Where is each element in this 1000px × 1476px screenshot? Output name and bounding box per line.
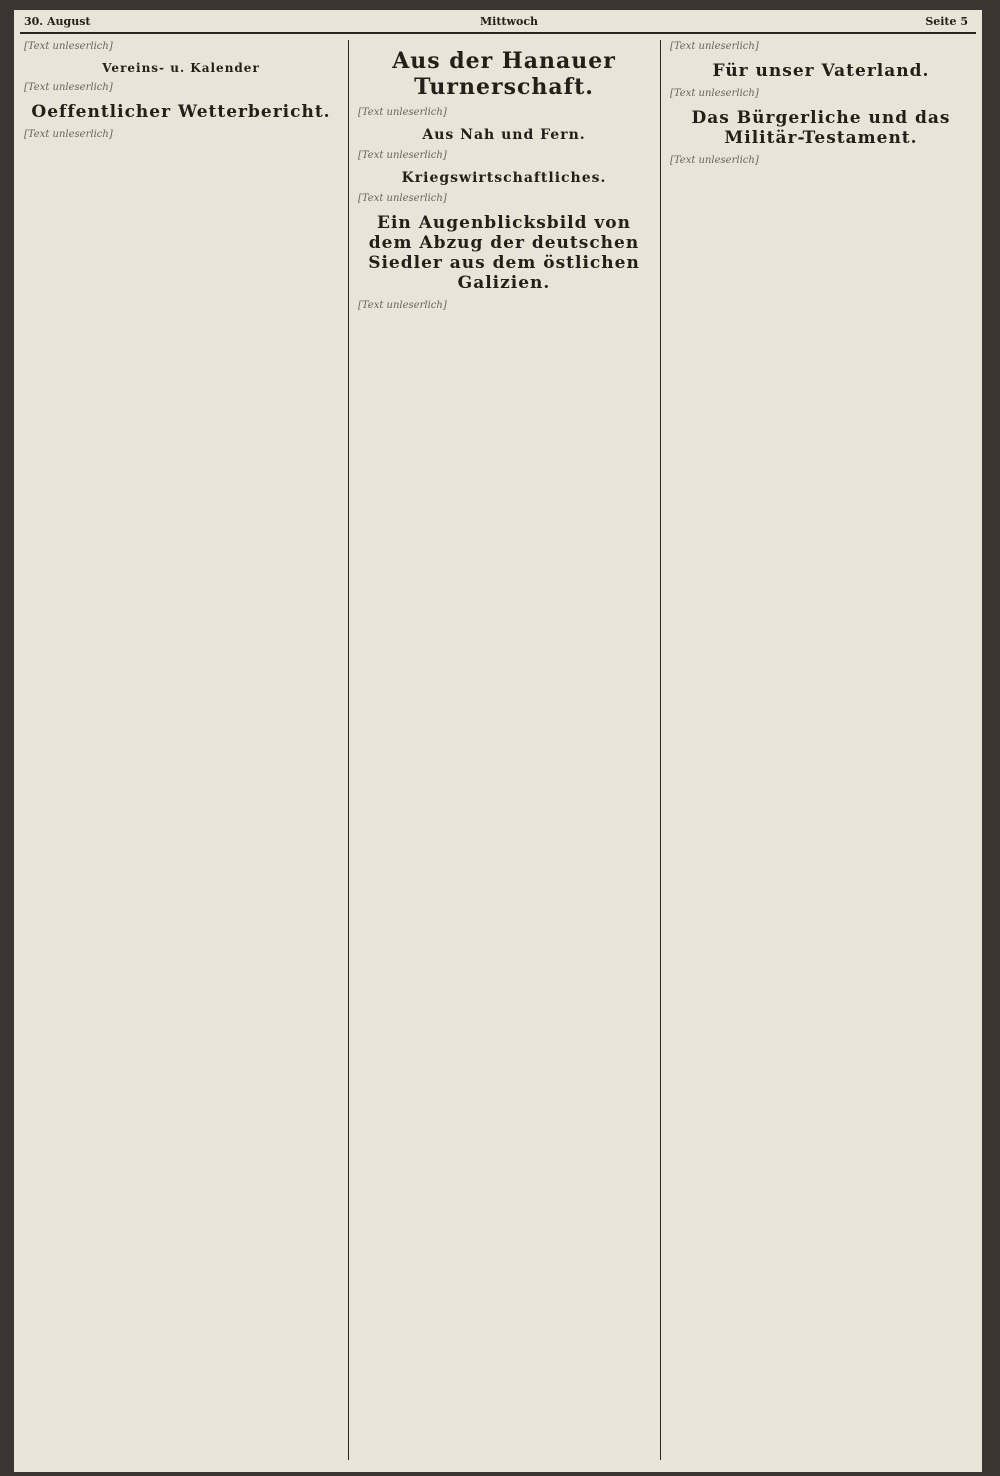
column-rule (348, 40, 349, 1460)
article-text: [Text unleserlich] (24, 82, 113, 93)
masthead-day: Mittwoch (480, 15, 539, 28)
article-text: [Text unleserlich] (358, 193, 447, 204)
column-2 (354, 40, 654, 1460)
newspaper-page (14, 10, 982, 1472)
article-heading: Oeffentlicher Wetterbericht. (31, 102, 331, 122)
article-heading: Für unser Vaterland. (712, 61, 930, 81)
page-masthead (20, 14, 976, 30)
article-text: [Text unleserlich] (670, 88, 759, 99)
article-heading: Vereins- u. Kalender (102, 61, 260, 75)
column-1 (20, 40, 342, 1460)
article-text: [Text unleserlich] (358, 150, 447, 161)
article-heading: Das Bürgerliche und das Militär-Testament. (691, 108, 951, 148)
masthead-rule (20, 32, 976, 34)
column-rule (660, 40, 661, 1460)
article-text: [Text unleserlich] (24, 129, 113, 140)
article-text: [Text unleserlich] (358, 107, 447, 118)
article-text: [Text unleserlich] (358, 300, 447, 311)
article-text: [Text unleserlich] (670, 41, 759, 52)
article-heading: Aus Nah und Fern. (422, 127, 586, 143)
article-text: [Text unleserlich] (24, 41, 113, 52)
column-3 (666, 40, 976, 1460)
article-heading: Kriegswirtschaftliches. (401, 170, 607, 186)
masthead-page: Seite 5 (925, 15, 968, 28)
article-heading: Ein Augenblicksbild von dem Abzug der deutschen Siedler aus dem östlichen Galizien. (368, 213, 640, 293)
article-heading: Aus der Hanauer Turnerschaft. (392, 48, 616, 100)
article-text: [Text unleserlich] (670, 155, 759, 166)
masthead-date: 30. August (24, 15, 91, 28)
